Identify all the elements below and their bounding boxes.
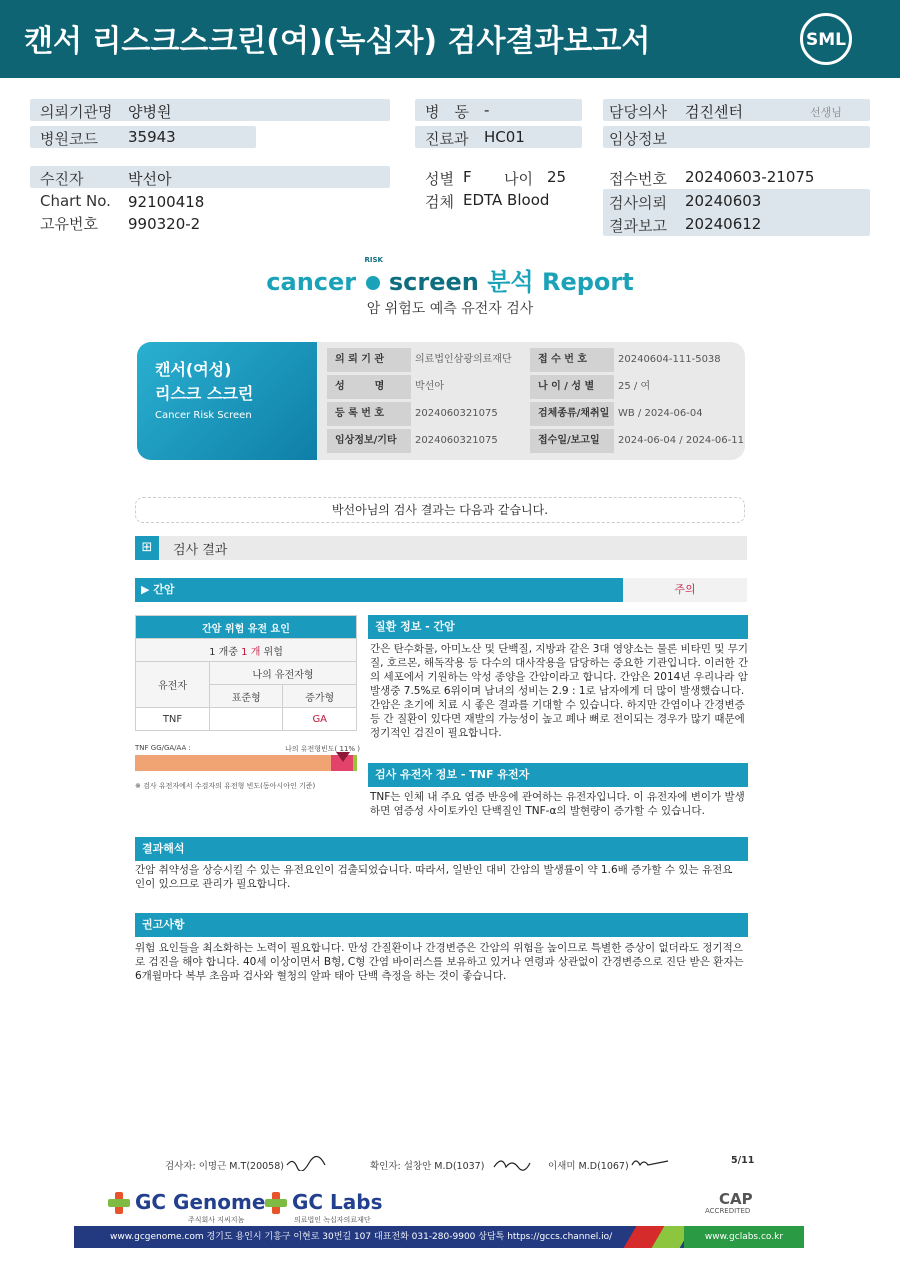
ward-label: 병 동 bbox=[425, 103, 469, 121]
brand-cancer: cancer bbox=[266, 268, 357, 296]
confirmer-signature bbox=[492, 1155, 532, 1171]
gc-genome-logo: GC Genome bbox=[135, 1190, 266, 1214]
card-label: 접 수 번 호 bbox=[530, 348, 614, 372]
interpretation-text: 간암 취약성을 상승시킬 수 있는 유전요인이 검출되었습니다. 따라서, 일반인 대비 간암의 발생률이 약 1.6배 증가할 수 있는 유전요인이 있으므로 관리가 필요합니다. bbox=[135, 864, 733, 890]
doctor-suffix: 선생님 bbox=[810, 106, 842, 119]
card-label: 등 록 번 호 bbox=[327, 402, 411, 426]
frequency-bar bbox=[135, 755, 357, 771]
gene-info-text: TNF는 인체 내 주요 염증 반응에 관여하는 유전자입니다. 이 유전자에 변이가 발생하면 염증성 사이토카인 단백질인 TNF-α의 발현량이 증가할 수 있습니다. bbox=[370, 791, 745, 817]
card-value: WB / 2024-06-04 bbox=[618, 408, 703, 419]
card-title-panel bbox=[137, 342, 317, 460]
card-value: 20240604-111-5038 bbox=[618, 354, 721, 365]
cap-accredited: ACCREDITED bbox=[705, 1207, 751, 1215]
card-label: 임상정보/기타 bbox=[327, 429, 411, 453]
receipt-label: 접수번호 bbox=[609, 170, 667, 188]
code-label: 병원코드 bbox=[40, 130, 98, 148]
hospital-label: 의뢰기관명 bbox=[40, 103, 113, 121]
recommend-title: 권고사항 bbox=[135, 913, 748, 937]
confirmer2-signature bbox=[630, 1155, 670, 1169]
gene-info-title: 검사 유전자 정보 - TNF 유전자 bbox=[368, 763, 748, 787]
confirmer2: 이새미 M.D(1067) bbox=[548, 1161, 629, 1172]
ward-value: - bbox=[484, 101, 490, 119]
id-value: 990320-2 bbox=[128, 215, 201, 233]
dept-value: HC01 bbox=[484, 128, 525, 146]
confirmer: 확인자: 설창안 M.D(1037) bbox=[370, 1161, 485, 1172]
code-value: 35943 bbox=[128, 128, 176, 146]
interpretation-title: 결과해석 bbox=[135, 837, 748, 861]
cancer-type-bar: ▶ 간암 bbox=[135, 578, 623, 602]
green-segment bbox=[353, 755, 357, 771]
card-value: 박선아 bbox=[415, 381, 444, 392]
gene-table-title: 간암 위험 유전 요인 bbox=[136, 616, 357, 639]
folder-icon: ⊞ bbox=[135, 536, 159, 560]
chart-label: Chart No. bbox=[40, 192, 111, 210]
card-label: 검체종류/채취일 bbox=[530, 402, 614, 426]
gene-std bbox=[210, 708, 283, 731]
col-gene: 유전자 bbox=[136, 662, 210, 708]
card-value: 2024-06-04 / 2024-06-11 bbox=[618, 435, 744, 446]
gene-inc: GA bbox=[283, 708, 357, 731]
card-value: 2024060321075 bbox=[415, 408, 498, 419]
section-header bbox=[135, 536, 747, 560]
gclabs-url: www.gclabs.co.kr bbox=[684, 1226, 804, 1248]
doctor-label: 담당의사 bbox=[609, 103, 667, 121]
footer-address: www.gcgenome.com 경기도 용인시 기흥구 이현로 30번길 107 대표전화 031-280-9900 상담톡 https://gccs.channel.io/ bbox=[110, 1232, 613, 1242]
cap-logo: CAP bbox=[719, 1190, 753, 1208]
brand-risk: RISK bbox=[364, 256, 383, 264]
chart-value: 92100418 bbox=[128, 193, 205, 211]
doctor-value: 검진센터 bbox=[685, 103, 743, 121]
gc-cross-icon bbox=[108, 1192, 130, 1214]
sex-label: 성별 bbox=[425, 170, 454, 188]
card-value: 2024060321075 bbox=[415, 435, 498, 446]
brand-dot-icon bbox=[366, 276, 380, 290]
tester: 검사자: 이명근 M.T(20058) bbox=[165, 1161, 284, 1172]
specimen-label: 검체 bbox=[425, 193, 454, 211]
age-value: 25 bbox=[547, 168, 567, 186]
patient-row bbox=[30, 166, 390, 188]
patient-value: 박선아 bbox=[128, 170, 172, 188]
card-value: 25 / 여 bbox=[618, 381, 651, 392]
card-value: 의료법인삼광의료재단 bbox=[415, 354, 512, 365]
brand-report: 분석 Report bbox=[487, 268, 634, 296]
specimen-value: EDTA Blood bbox=[463, 191, 550, 209]
sml-logo: SML bbox=[800, 13, 852, 65]
greeting: 박선아님의 검사 결과는 다음과 같습니다. bbox=[135, 497, 745, 523]
marker-icon bbox=[336, 752, 350, 762]
sex-value: F bbox=[463, 168, 472, 186]
disease-text: 간은 탄수화물, 아미노산 및 단백질, 지방과 같은 3대 영양소는 물론 비타민 및 무기질, 호르몬, 해독작용 등 다수의 대사작용을 담당하는 중요한 기관입니다. 이러한 간의 세포에서 기원하는 악성 종양을 간암이라고 합니다. 간암은 2014년 우리나라 암 발생중 7.5%로 6위이며 남녀의 성비는 2.9 : 1로 남자에게 더 많이 발생했습니다. 간암은 초기에 치료 시 좋은 결과를 기대할 수 있습니다. 하지만 간염이나 간경변증 등 간 질환이 있다면 재발의 가능성이 높고 폐나 뼈로 전이되는 경우가 많기 때문에 정기적인 검진이 필요합니다. bbox=[370, 643, 749, 739]
gc-labs-sub: 의료법인 녹십자의료재단 bbox=[294, 1216, 371, 1224]
cancer-screen-logo bbox=[0, 256, 900, 297]
gene-name: TNF bbox=[136, 708, 210, 731]
brand-subtitle: 암 위험도 예측 유전자 검사 bbox=[366, 301, 534, 317]
gc-genome-sub: 주식회사 지씨지놈 bbox=[188, 1216, 245, 1224]
footer-strip bbox=[74, 1226, 804, 1248]
status-badge: 주의 bbox=[623, 578, 747, 602]
col-my-genotype: 나의 유전자형 bbox=[210, 662, 357, 685]
patient-card bbox=[137, 342, 745, 460]
gene-table bbox=[135, 615, 357, 731]
request-label: 검사의뢰 bbox=[609, 194, 667, 212]
col-increased: 증가형 bbox=[283, 685, 357, 708]
freq-note: ※ 검사 유전자에서 수검자의 유전형 빈도(동아시아인 기준) bbox=[135, 782, 316, 790]
gc-labs-logo: GC Labs bbox=[292, 1190, 383, 1214]
card-title-line1: 캔서(여성) bbox=[155, 360, 232, 379]
card-title-en: Cancer Risk Screen bbox=[155, 410, 252, 421]
disease-title: 질환 정보 - 간암 bbox=[368, 615, 748, 639]
report-header bbox=[0, 0, 900, 78]
dept-label: 진료과 bbox=[425, 130, 469, 148]
card-label: 의 뢰 기 관 bbox=[327, 348, 411, 372]
page-number: 5/11 bbox=[731, 1155, 755, 1166]
card-label: 접수일/보고일 bbox=[530, 429, 614, 453]
card-title-line2: 리스크 스크린 bbox=[155, 384, 254, 403]
hospital-value: 양병원 bbox=[128, 103, 172, 121]
card-label: 성 명 bbox=[327, 375, 411, 399]
clinical-label: 임상정보 bbox=[609, 130, 667, 148]
request-value: 20240603 bbox=[685, 192, 762, 210]
col-standard: 표준형 bbox=[210, 685, 283, 708]
gene-summary: 1 개중 1 개 위험 bbox=[136, 639, 357, 662]
tester-signature bbox=[285, 1155, 329, 1171]
card-label: 나 이 / 성 별 bbox=[530, 375, 614, 399]
gc-cross-icon bbox=[265, 1192, 287, 1214]
report-title: 캔서 리스크스크린(여)(녹십자) 검사결과보고서 bbox=[24, 24, 651, 59]
report-value: 20240612 bbox=[685, 215, 762, 233]
brand-screen: screen bbox=[388, 268, 479, 296]
recommend-text: 위험 요인들을 최소화하는 노력이 필요합니다. 만성 간질환이나 간경변증은 간암의 위험을 높이므로 특별한 증상이 없더라도 정기적으로 검진을 해야 합니다. 40세 이상이면서 B형, C형 간염 바이러스를 보유하고 있거나 연령과 상관없이 간경변증으로 진단 받은 환자는 6개월마다 복부 초음파 검사와 혈청의 알파 태아 단백 측정을 하는 것이 좋습니다. bbox=[135, 942, 744, 982]
freq-left: TNF GG/GA/AA : bbox=[135, 744, 191, 752]
receipt-value: 20240603-21075 bbox=[685, 168, 815, 186]
section-title: 검사 결과 bbox=[173, 543, 228, 558]
report-label: 결과보고 bbox=[609, 217, 667, 235]
patient-label: 수진자 bbox=[40, 170, 84, 188]
freq-right: 나의 유전형빈도( 11% ) bbox=[285, 745, 361, 753]
age-label: 나이 bbox=[504, 170, 533, 188]
id-label: 고유번호 bbox=[40, 215, 98, 233]
